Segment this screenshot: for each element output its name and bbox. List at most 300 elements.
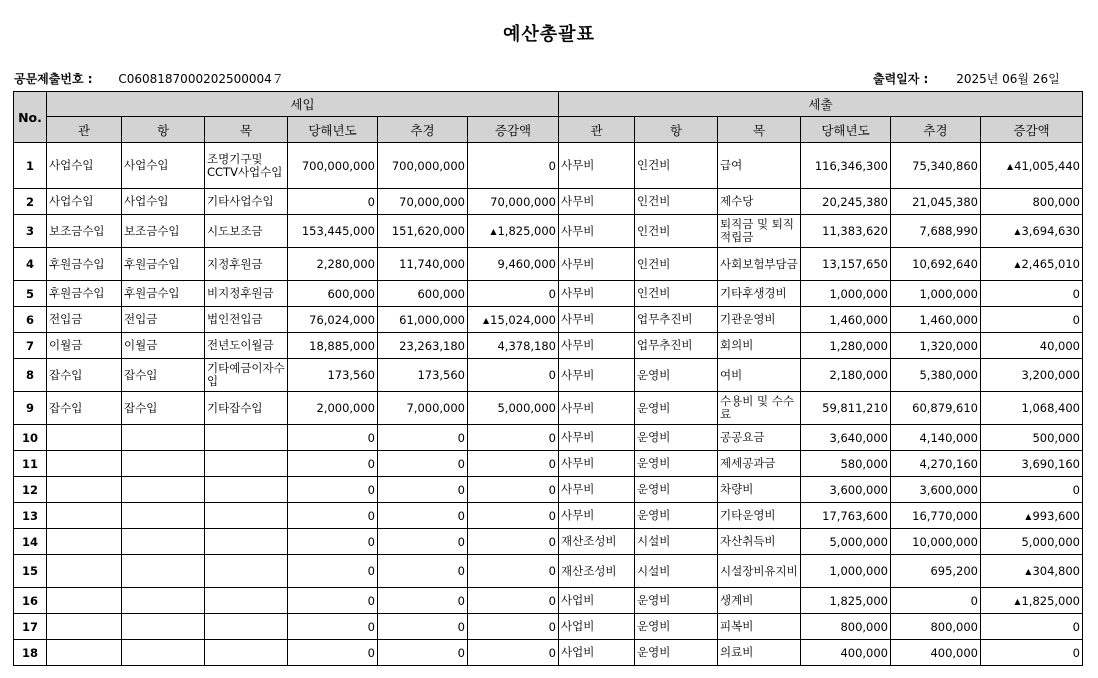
table-row [14,307,1083,333]
expense-supplementary-text: 10,692,640 [912,257,978,271]
row-number-text: 4 [25,257,34,271]
expense-hang-text: 업무추진비 [637,312,693,326]
expense-change-text: 304,800 [1032,564,1080,578]
expense-gwan-cell [559,425,635,451]
decrease-triangle-icon: ▲ [1014,227,1021,236]
income-gwan-cell [47,143,122,189]
income-mok-cell [205,215,288,248]
expense-current-text: 2,180,000 [829,368,888,382]
expense-hang-text: 시설비 [637,563,671,578]
expense-change-text: 40,000 [1039,338,1080,353]
table-row [14,215,1083,248]
expense-supplementary-text: 800,000 [930,619,978,634]
expense-gwan-text: 사무비 [561,508,595,522]
expense-change-text: 500,000 [1032,430,1080,445]
decrease-triangle-icon: ▲ [482,315,490,325]
income-current-cell [288,281,378,307]
expense-col-gwan: 관 [559,117,635,143]
expense-current-text: 3,640,000 [829,430,888,445]
expense-mok-cell [718,143,801,189]
expense-change-cell [981,307,1083,333]
income-change-text: 4,378,180 [497,338,556,353]
expense-mok-text: 기타후생경비 [720,286,787,300]
expense-hang-cell [635,307,718,333]
income-change-text: 0 [548,430,556,445]
expense-mok-cell [718,425,801,451]
table-row [14,555,1083,588]
income-current-text: 173,560 [327,368,375,382]
expense-current-cell [801,451,891,477]
expense-mok-cell [718,640,801,666]
row-number-text: 2 [25,194,34,209]
income-supplementary-cell [378,359,468,392]
income-mok-text: 시도보조금 [207,223,263,238]
income-hang-cell [122,425,205,451]
expense-gwan-text: 사무비 [561,158,595,172]
expense-hang-text: 인건비 [637,286,671,300]
doc-number-value: C0608187000202500004７ [118,72,284,86]
expense-current-cell [801,555,891,588]
expense-current-text: 13,157,650 [822,257,888,271]
income-supplementary-text: 0 [457,482,465,497]
expense-current-cell [801,248,891,281]
expense-hang-cell [635,215,718,248]
expense-hang-text: 운영비 [637,645,671,659]
decrease-triangle-icon: ▲ [1014,596,1021,606]
income-col-supplementary: 추경 [378,117,468,143]
row-number-cell [14,588,47,614]
income-change-cell [468,189,559,215]
income-gwan-text: 사업수입 [49,194,94,208]
expense-current-text: 59,811,210 [822,401,888,415]
income-current-text: 0 [367,534,375,549]
income-hang-cell [122,189,205,215]
income-hang-text: 잡수입 [124,400,158,415]
income-current-cell [288,143,378,189]
income-supplementary-cell [378,307,468,333]
expense-supplementary-cell [891,143,981,189]
row-number-text: 9 [25,401,34,415]
expense-hang-text: 인건비 [637,194,671,208]
row-number-text: 6 [25,312,34,327]
expense-hang-cell [635,529,718,555]
expense-change-text: 800,000 [1032,194,1080,209]
income-current-cell [288,333,378,359]
income-gwan-cell [47,359,122,392]
expense-supplementary-text: 60,879,610 [912,401,978,415]
expense-hang-cell [635,359,718,392]
expense-mok-cell [718,392,801,425]
decrease-triangle-icon: ▲ [490,227,497,236]
income-mok-text: 기타예금이자수입 [207,361,285,388]
expense-current-cell [801,477,891,503]
expense-current-text: 1,825,000 [829,593,888,608]
expense-supplementary-cell [891,529,981,555]
income-supplementary-text: 61,000,000 [399,312,465,327]
expense-change-cell [981,614,1083,640]
expense-change-cell [981,640,1083,666]
income-supplementary-cell [378,333,468,359]
income-gwan-cell [47,189,122,215]
income-current-text: 76,024,000 [309,312,375,327]
income-change-text: 5,000,000 [497,401,556,415]
expense-change-cell [981,359,1083,392]
row-number-text: 18 [21,645,38,660]
expense-supplementary-text: 75,340,860 [912,158,978,173]
expense-change-cell [981,281,1083,307]
income-hang-text: 이월금 [124,338,158,352]
income-gwan-text: 잡수입 [49,400,83,415]
expense-supplementary-cell [891,614,981,640]
row-number-text: 15 [21,564,38,578]
expense-supplementary-text: 4,270,160 [919,456,978,471]
income-col-gwan: 관 [47,117,122,143]
income-hang-text: 후원금수입 [124,256,180,271]
expense-supplementary-text: 5,380,000 [919,368,978,382]
expense-current-text: 3,600,000 [829,482,888,497]
income-gwan-text: 후원금수입 [49,286,105,300]
table-row [14,614,1083,640]
expense-current-cell [801,640,891,666]
expense-gwan-cell [559,281,635,307]
income-mok-cell [205,529,288,555]
table-row [14,392,1083,425]
row-number-text: 14 [21,534,38,549]
expense-mok-text: 사회보험부담금 [720,256,798,271]
income-supplementary-text: 700,000,000 [391,158,465,173]
expense-hang-cell [635,477,718,503]
row-number-text: 7 [25,338,34,353]
expense-change-cell [981,392,1083,425]
income-current-cell [288,588,378,614]
expense-hang-cell [635,143,718,189]
income-mok-cell [205,143,288,189]
income-current-cell [288,359,378,392]
expense-hang-cell [635,392,718,425]
header-expense: 세출 [559,92,1083,117]
income-hang-text: 전입금 [124,312,158,326]
income-mok-cell [205,614,288,640]
income-change-text: 0 [548,564,556,578]
income-mok-text: 전년도이월금 [207,338,274,352]
income-hang-text: 사업수입 [124,158,169,172]
expense-mok-cell [718,451,801,477]
expense-supplementary-cell [891,248,981,281]
expense-mok-cell [718,248,801,281]
table-row [14,143,1083,189]
expense-supplementary-cell [891,425,981,451]
expense-gwan-cell [559,477,635,503]
expense-hang-cell [635,281,718,307]
income-change-text: 0 [548,456,556,471]
income-mok-cell [205,333,288,359]
income-supplementary-text: 0 [457,430,465,445]
expense-change-cell [981,529,1083,555]
expense-col-hang: 항 [635,117,718,143]
income-supplementary-text: 0 [457,593,465,608]
expense-mok-text: 급여 [720,158,743,172]
income-mok-cell [205,555,288,588]
print-date-value: 2025년 06월 26일 [956,72,1060,86]
income-col-hang: 항 [122,117,205,143]
income-change-text: 0 [548,619,556,634]
income-hang-cell [122,451,205,477]
expense-gwan-text: 재산조성비 [561,563,617,578]
budget-summary-table [13,91,1083,666]
expense-supplementary-text: 16,770,000 [912,508,978,523]
income-current-cell [288,307,378,333]
income-supplementary-cell [378,614,468,640]
income-hang-cell [122,143,205,189]
income-mok-cell [205,281,288,307]
income-change-text: 0 [548,368,556,382]
income-supplementary-cell [378,248,468,281]
expense-current-cell [801,189,891,215]
expense-current-text: 17,763,600 [822,508,888,523]
expense-hang-cell [635,451,718,477]
expense-hang-cell [635,189,718,215]
income-current-text: 0 [367,508,375,523]
expense-gwan-cell [559,189,635,215]
income-gwan-cell [47,392,122,425]
expense-supplementary-text: 21,045,380 [912,194,978,209]
income-hang-cell [122,248,205,281]
income-mok-text: 기타사업수입 [207,194,274,208]
expense-change-text: 2,465,010 [1021,257,1080,271]
expense-gwan-text: 사업비 [561,645,595,659]
income-supplementary-cell [378,189,468,215]
income-hang-text: 보조금수입 [124,223,180,238]
income-gwan-cell [47,640,122,666]
doc-number-block [14,70,284,87]
expense-change-text: 3,690,160 [1021,456,1080,471]
expense-change-cell [981,333,1083,359]
income-gwan-text: 보조금수입 [49,223,105,238]
expense-supplementary-cell [891,555,981,588]
expense-change-text: 3,694,630 [1021,224,1080,238]
expense-gwan-cell [559,555,635,588]
page-title: 예산총괄표 [503,24,595,45]
expense-current-text: 5,000,000 [829,534,888,549]
expense-gwan-cell [559,307,635,333]
expense-supplementary-text: 10,000,000 [912,534,978,549]
expense-supplementary-text: 1,000,000 [919,286,978,301]
expense-gwan-text: 사무비 [561,456,595,470]
expense-gwan-text: 사무비 [561,286,595,300]
expense-hang-text: 인건비 [637,223,671,238]
expense-mok-text: 제세공과금 [720,456,776,470]
row-number-cell [14,189,47,215]
expense-mok-cell [718,477,801,503]
expense-hang-text: 운영비 [637,456,671,470]
row-number-cell [14,425,47,451]
income-current-cell [288,451,378,477]
income-change-text: 0 [548,534,556,549]
income-change-cell [468,425,559,451]
income-supplementary-cell [378,555,468,588]
expense-current-text: 580,000 [840,456,888,471]
row-number-cell [14,614,47,640]
income-hang-cell [122,503,205,529]
expense-supplementary-text: 7,688,990 [919,224,978,238]
income-supplementary-cell [378,640,468,666]
expense-current-text: 1,280,000 [829,338,888,353]
expense-change-text: 1,825,000 [1021,593,1080,608]
income-gwan-cell [47,614,122,640]
expense-mok-text: 차량비 [720,482,754,496]
income-supplementary-cell [378,588,468,614]
expense-hang-cell [635,614,718,640]
income-hang-cell [122,333,205,359]
expense-change-text: 41,005,440 [1014,158,1080,173]
row-number-cell [14,529,47,555]
expense-change-text: 0 [1072,312,1080,327]
expense-gwan-cell [559,359,635,392]
expense-supplementary-cell [891,588,981,614]
income-supplementary-text: 11,740,000 [399,257,465,271]
row-number-cell [14,451,47,477]
expense-hang-text: 운영비 [637,508,671,522]
expense-current-cell [801,588,891,614]
row-number-text: 16 [21,593,38,608]
table-row [14,425,1083,451]
income-hang-cell [122,392,205,425]
income-mok-text: 지정후원금 [207,256,263,271]
expense-mok-text: 피복비 [720,619,754,633]
row-number-cell [14,281,47,307]
decrease-triangle-icon: ▲ [1014,260,1021,269]
income-change-text: 15,024,000 [490,312,556,327]
expense-gwan-text: 사업비 [561,593,595,607]
income-current-cell [288,189,378,215]
expense-gwan-cell [559,503,635,529]
income-gwan-cell [47,451,122,477]
expense-mok-cell [718,614,801,640]
expense-gwan-cell [559,588,635,614]
income-change-text: 9,460,000 [497,257,556,271]
expense-gwan-text: 사업비 [561,619,595,633]
income-change-text: 0 [548,158,556,173]
expense-supplementary-cell [891,281,981,307]
header-no: No. [14,92,47,143]
decrease-triangle-icon: ▲ [1006,161,1014,171]
income-gwan-text: 후원금수입 [49,256,105,271]
expense-supplementary-cell [891,215,981,248]
income-current-text: 600,000 [327,286,375,301]
income-supplementary-cell [378,392,468,425]
expense-change-text: 0 [1072,645,1080,660]
income-hang-cell [122,477,205,503]
income-mok-cell [205,477,288,503]
table-row [14,588,1083,614]
income-change-text: 1,825,000 [497,224,556,238]
income-change-cell [468,529,559,555]
income-change-cell [468,215,559,248]
table-body [14,143,1083,666]
expense-change-text: 993,600 [1032,508,1080,523]
expense-supplementary-text: 695,200 [930,564,978,578]
income-gwan-cell [47,215,122,248]
expense-supplementary-text: 1,460,000 [919,312,978,327]
expense-mok-text: 여비 [720,367,743,382]
expense-hang-text: 업무추진비 [637,338,693,352]
income-mok-cell [205,503,288,529]
expense-hang-cell [635,640,718,666]
income-supplementary-cell [378,503,468,529]
expense-change-text: 1,068,400 [1021,401,1080,415]
expense-supplementary-cell [891,451,981,477]
income-current-cell [288,215,378,248]
income-mok-cell [205,451,288,477]
income-supplementary-text: 0 [457,456,465,471]
expense-current-text: 800,000 [840,619,888,634]
expense-gwan-text: 사무비 [561,338,595,352]
income-mok-text: 법인전입금 [207,312,263,326]
expense-mok-text: 자산취득비 [720,534,776,548]
expense-supplementary-cell [891,640,981,666]
row-number-cell [14,333,47,359]
income-gwan-cell [47,555,122,588]
expense-mok-cell [718,555,801,588]
expense-change-text: 5,000,000 [1021,534,1080,549]
expense-current-text: 116,346,300 [814,158,888,173]
expense-mok-text: 기관운영비 [720,312,776,326]
income-gwan-text: 사업수입 [49,158,94,172]
expense-mok-text: 수용비 및 수수료 [720,394,794,421]
row-number-cell [14,503,47,529]
expense-hang-cell [635,333,718,359]
expense-supplementary-text: 4,140,000 [919,430,978,445]
income-current-text: 153,445,000 [301,224,375,238]
income-change-text: 0 [548,482,556,497]
expense-mok-text: 회의비 [720,338,754,352]
income-hang-cell [122,529,205,555]
expense-mok-cell [718,189,801,215]
income-current-text: 0 [367,564,375,578]
table-row [14,281,1083,307]
income-current-text: 2,280,000 [316,257,375,271]
income-gwan-text: 잡수입 [49,367,83,382]
income-hang-cell [122,359,205,392]
expense-current-text: 11,383,620 [822,224,888,238]
expense-col-change: 증감액 [981,117,1083,143]
row-number-cell [14,359,47,392]
income-supplementary-text: 0 [457,645,465,660]
expense-hang-cell [635,588,718,614]
income-supplementary-text: 0 [457,619,465,634]
expense-current-text: 1,000,000 [829,286,888,301]
expense-current-text: 1,460,000 [829,312,888,327]
income-current-cell [288,529,378,555]
expense-current-text: 20,245,380 [822,194,888,209]
expense-col-supplementary: 추경 [891,117,981,143]
expense-gwan-text: 재산조성비 [561,534,617,548]
expense-mok-cell [718,333,801,359]
expense-change-cell [981,248,1083,281]
expense-supplementary-cell [891,477,981,503]
income-mok-cell [205,425,288,451]
income-gwan-text: 전입금 [49,312,83,326]
table-row [14,451,1083,477]
expense-change-cell [981,189,1083,215]
expense-current-cell [801,281,891,307]
expense-current-text: 400,000 [840,645,888,660]
expense-hang-text: 인건비 [637,158,671,172]
row-number-cell [14,555,47,588]
income-hang-cell [122,307,205,333]
income-supplementary-text: 600,000 [417,286,465,301]
expense-gwan-cell [559,451,635,477]
